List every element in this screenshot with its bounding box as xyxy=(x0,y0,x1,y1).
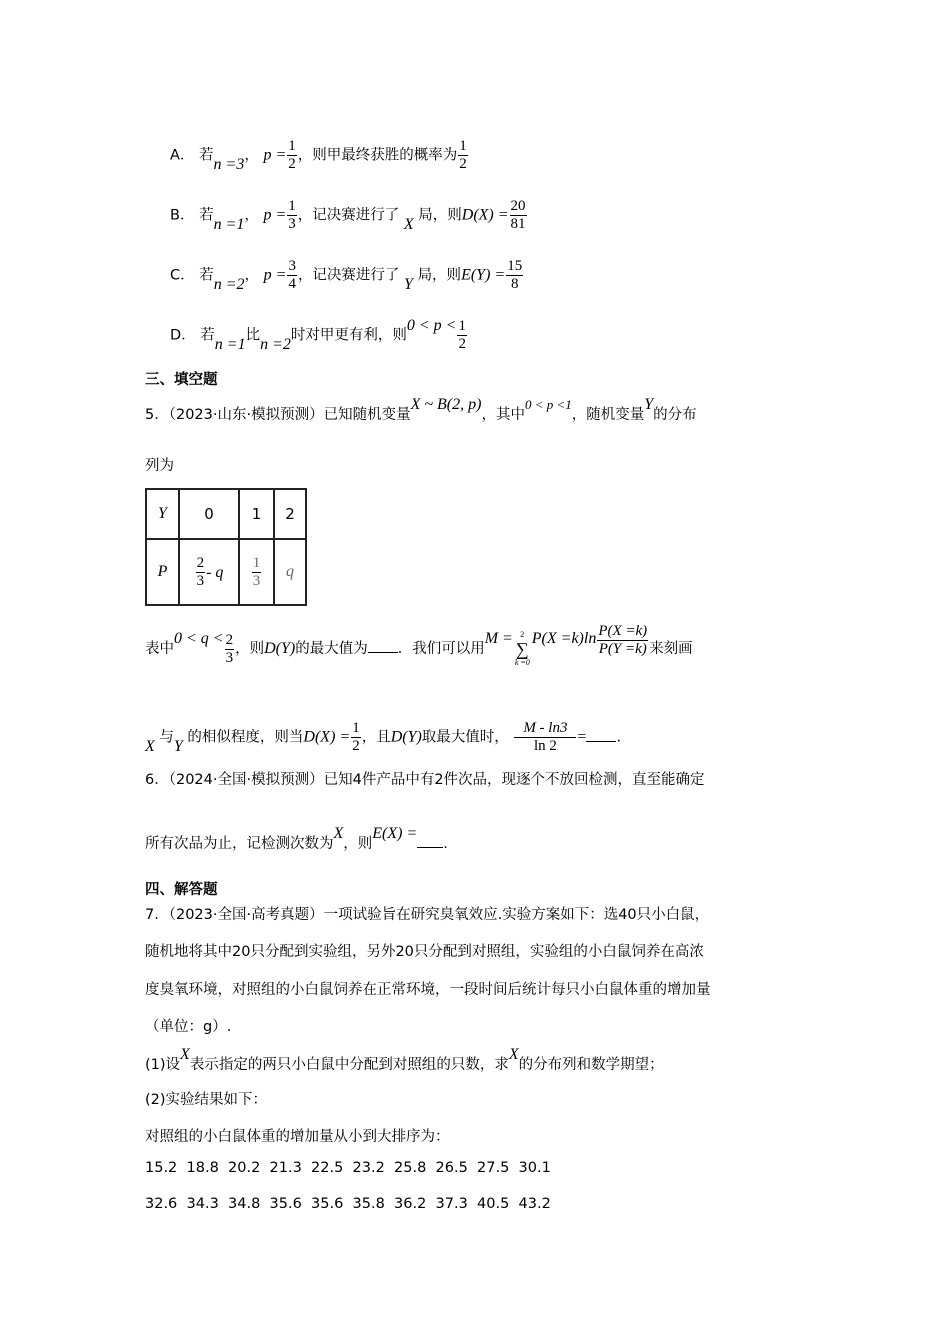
q5-line4 xyxy=(145,720,621,755)
fraction xyxy=(597,623,648,658)
text: 2 xyxy=(196,554,205,571)
option-c xyxy=(170,258,524,293)
text: P(Y =k) xyxy=(598,640,647,657)
math: n =1 xyxy=(214,335,246,353)
fraction xyxy=(458,138,468,173)
text: ．我们可以用 xyxy=(397,641,485,657)
q5-line2: 列为 xyxy=(145,458,174,474)
math: 0 < q < xyxy=(174,630,224,647)
text: 的分布 xyxy=(653,407,697,423)
math: 0 < p <1 xyxy=(524,397,572,412)
section-heading: 三、填空题 xyxy=(145,372,218,388)
text: ，记决赛进行了 xyxy=(297,207,400,224)
text: 1 xyxy=(459,138,467,154)
math: n =2 xyxy=(213,275,245,293)
table-header: Y xyxy=(146,489,179,539)
text: (1)设 xyxy=(145,1057,181,1073)
text: ，则 xyxy=(235,641,265,657)
math: p = xyxy=(263,266,287,284)
fraction xyxy=(287,138,297,173)
fraction xyxy=(287,258,297,293)
q6-line2 xyxy=(145,825,448,854)
text: 1 xyxy=(458,318,466,334)
q6-line1: 6．（2024·全国·模拟预测）已知4件产品中有2件次品，现逐个不放回检测，直至能确定 xyxy=(145,772,705,788)
text: 若 xyxy=(199,147,214,164)
text: 取最大值时， xyxy=(421,729,509,746)
text: ，且 xyxy=(361,729,391,746)
text: . xyxy=(443,836,448,852)
q7-line: 度臭氧环境，对照组的小白鼠饲养在正常环境，一段时间后统计每只小白鼠体重的增加量 xyxy=(145,982,711,998)
answer-blank xyxy=(417,833,443,848)
text: 的相似程度，则当 xyxy=(187,729,304,746)
text xyxy=(146,539,306,605)
fraction xyxy=(225,632,235,667)
math: Y xyxy=(644,396,654,413)
math: - q xyxy=(206,563,224,581)
math: D(Y) xyxy=(264,640,296,657)
text: 2 xyxy=(352,738,360,754)
math: n =1 xyxy=(213,215,245,233)
text: 局，则 xyxy=(418,207,462,224)
text: 1 xyxy=(288,138,296,154)
option-b xyxy=(170,198,528,233)
math: Y xyxy=(404,275,413,293)
fraction xyxy=(287,198,297,233)
text: 3 xyxy=(288,258,296,274)
text: 2 xyxy=(458,336,466,352)
data-row: 15.2 18.8 20.2 21.3 22.5 23.2 25.8 26.5 27.5 30.1 xyxy=(145,1160,551,1176)
math: X xyxy=(145,737,155,755)
text: 81 xyxy=(510,216,526,232)
math: E(X) = xyxy=(372,825,418,842)
text: ，记决赛进行了 xyxy=(297,267,400,284)
math: n =2 xyxy=(260,335,291,353)
text: 所有次品为止，记检测次数为 xyxy=(145,836,334,852)
text: 15 xyxy=(507,258,523,274)
text: 若 xyxy=(199,267,214,284)
table-header: 0 xyxy=(179,489,239,539)
math: E(Y) = xyxy=(461,266,506,284)
text: 表示指定的两只小白鼠中分配到对照组的只数，求 xyxy=(189,1057,509,1073)
math: X xyxy=(333,825,344,842)
text xyxy=(146,489,306,605)
distribution-table xyxy=(145,488,307,606)
text: 1 xyxy=(288,198,296,214)
option-label: D． xyxy=(170,327,196,344)
text: 局，则 xyxy=(417,267,462,284)
text: 20 xyxy=(510,198,526,214)
text: 1 xyxy=(352,720,360,736)
text: ∑ xyxy=(515,639,529,659)
q7-part2: (2)实验结果如下： xyxy=(145,1092,268,1108)
text: 8 xyxy=(510,276,519,292)
table-header: 1 xyxy=(239,489,274,539)
text: 3 xyxy=(225,649,234,666)
math: D(X) = xyxy=(303,728,351,746)
text: 的分布列和数学期望； xyxy=(518,1057,664,1073)
table-header: 2 xyxy=(274,489,306,539)
text: 若 xyxy=(199,207,214,224)
option-a xyxy=(170,138,469,173)
math: X xyxy=(508,1046,519,1063)
text: k =0 xyxy=(514,658,530,667)
math: D(X) = xyxy=(461,206,509,224)
answer-blank xyxy=(368,638,398,653)
option-d xyxy=(170,318,468,353)
text: . xyxy=(616,729,622,746)
math: X ~ B(2, p) xyxy=(410,396,482,413)
q7-line: 7．（2023·全国·高考真题）一项试验旨在研究臭氧效应.实验方案如下：选40只小白鼠， xyxy=(145,907,710,923)
text: 比 xyxy=(245,327,261,344)
math: p = xyxy=(263,146,287,164)
text: 2 xyxy=(225,631,234,648)
answer-blank xyxy=(586,727,616,742)
text: 2 xyxy=(520,630,525,639)
math: 0 < p < xyxy=(406,316,457,334)
fraction xyxy=(514,628,531,670)
q7-part1 xyxy=(145,1046,664,1075)
data-row: 32.6 34.3 34.8 35.6 35.6 35.8 36.2 37.3 40.5 43.2 xyxy=(145,1196,551,1212)
table-cell xyxy=(239,539,274,605)
option-label: C． xyxy=(170,267,195,284)
text: 时对甲更有利，则 xyxy=(290,327,407,344)
q7-text: 对照组的小白鼠体重的增加量从小到大排序为： xyxy=(145,1129,450,1145)
fraction xyxy=(457,318,467,353)
text: 来刻画 xyxy=(649,641,693,657)
text: 5．（2023·山东·模拟预测）已知随机变量 xyxy=(145,407,411,423)
fraction xyxy=(506,258,523,293)
table-cell: P xyxy=(146,539,179,605)
text: M - ln3 xyxy=(514,720,576,738)
math: Y xyxy=(173,737,183,755)
text: P(X =k) xyxy=(598,622,648,639)
math: P(X =k)ln xyxy=(531,630,597,647)
math: n =3 xyxy=(213,155,245,173)
text: 3 xyxy=(288,216,296,232)
math: X xyxy=(403,215,414,233)
text: ，则甲最终获胜的概率为 xyxy=(297,147,458,164)
q7-line: （单位：g）. xyxy=(145,1019,232,1035)
text: 若 xyxy=(200,327,215,344)
text: ln 2 xyxy=(533,738,557,754)
text: 4 xyxy=(288,276,296,292)
q7-line: 随机地将其中20只分配到实验组，另外20只分配到对照组，实验组的小白鼠饲养在高浓 xyxy=(145,944,704,960)
text: 3 xyxy=(196,572,205,589)
text: 3 xyxy=(252,572,261,589)
option-label: A． xyxy=(170,147,195,164)
math: D(Y) xyxy=(390,728,422,746)
fraction xyxy=(351,720,361,755)
text: ， xyxy=(244,147,259,164)
math: = xyxy=(577,728,587,746)
text: ，随机变量 xyxy=(571,407,645,423)
text: ，其中 xyxy=(481,407,525,423)
fraction xyxy=(514,720,576,755)
q5-line3 xyxy=(145,622,693,670)
math: p = xyxy=(263,206,287,224)
text: 的最大值为 xyxy=(295,641,368,657)
fraction xyxy=(196,555,206,590)
fraction xyxy=(510,198,527,233)
text: ，则 xyxy=(343,836,373,852)
text: ， xyxy=(244,207,259,224)
text: 表中 xyxy=(145,641,174,657)
text xyxy=(146,489,306,539)
text: 1 xyxy=(252,554,261,571)
option-label: B． xyxy=(170,207,195,224)
text: 与 xyxy=(159,729,174,746)
text: 2 xyxy=(288,156,296,172)
fraction xyxy=(252,555,262,590)
math: M = xyxy=(484,630,513,647)
text: 2 xyxy=(459,156,467,172)
table-cell: q xyxy=(274,539,306,605)
section-heading: 四、解答题 xyxy=(145,882,218,898)
text: ， xyxy=(244,267,260,284)
table-cell xyxy=(179,539,239,605)
q5-line1 xyxy=(145,396,697,425)
math: X xyxy=(180,1046,190,1063)
